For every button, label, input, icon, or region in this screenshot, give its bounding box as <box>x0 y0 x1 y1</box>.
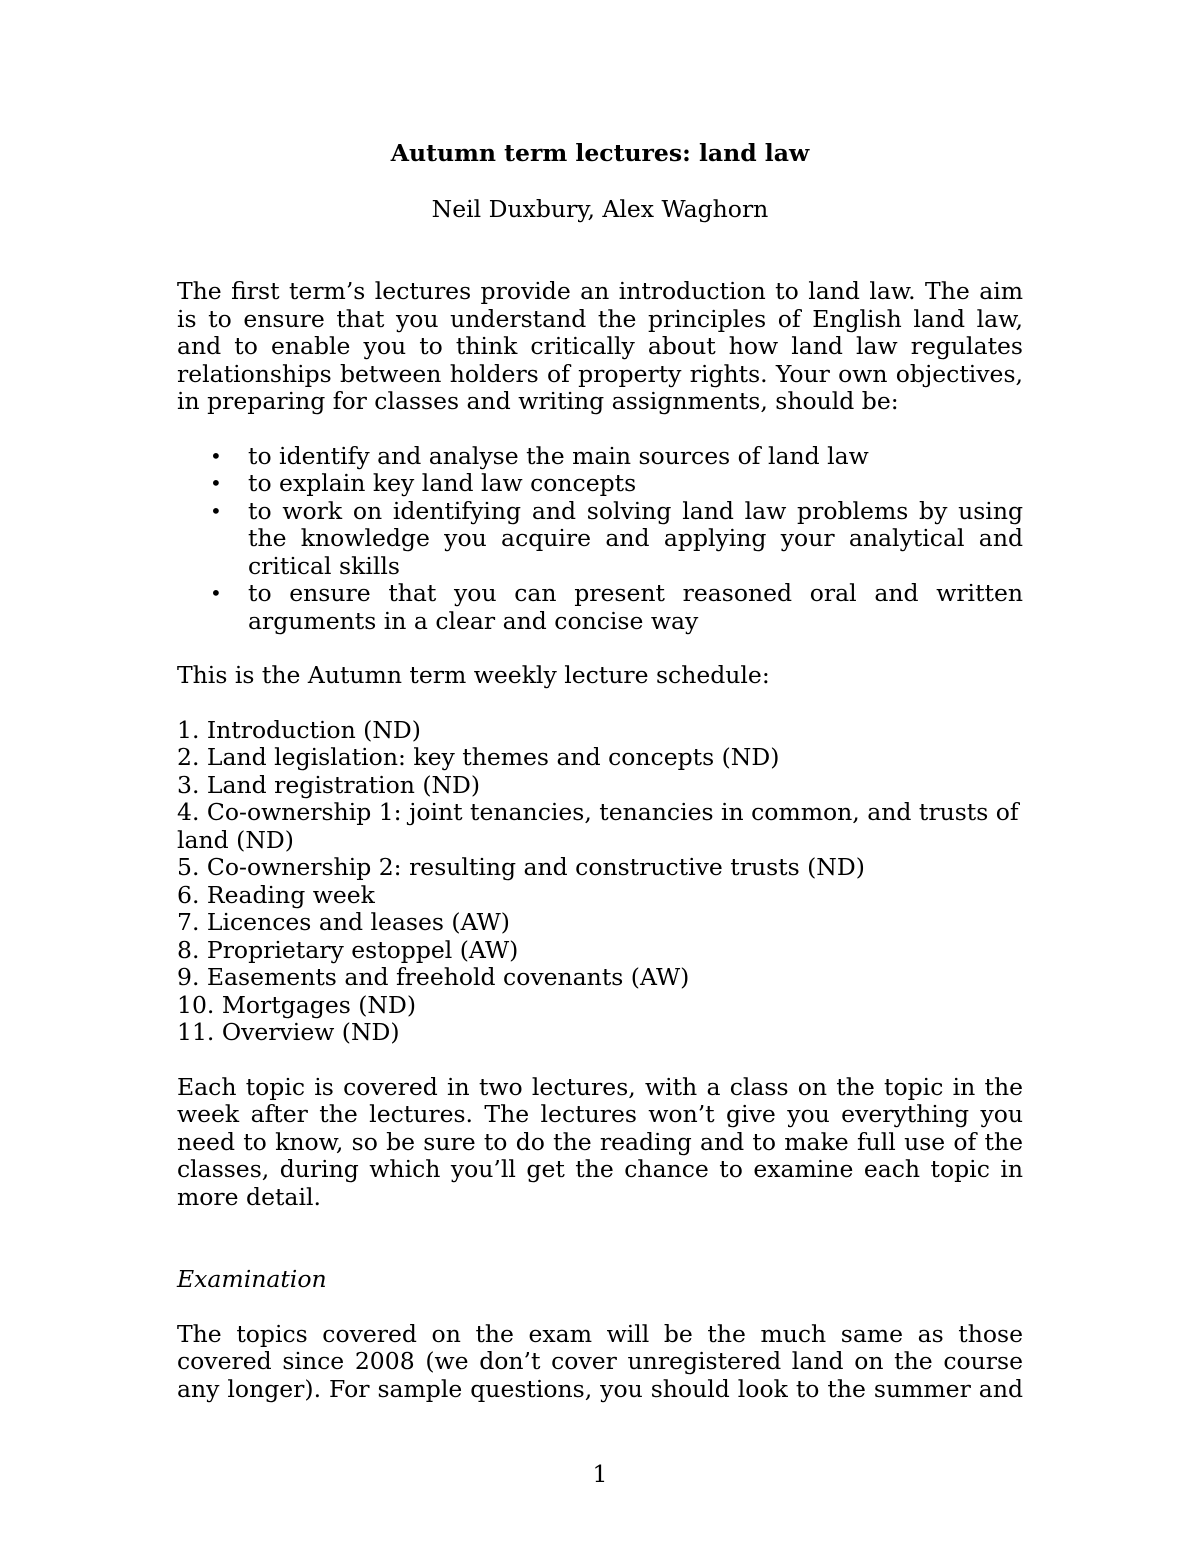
objective-text: to ensure that you can present reasoned oral and written arguments in a clear and concise way <box>248 579 1023 635</box>
page-number: 1 <box>592 1460 608 1488</box>
objective-text: to explain key land law concepts <box>248 469 637 497</box>
schedule-item: 11. Overview (ND) <box>177 1018 400 1046</box>
topics-paragraph: Each topic is covered in two lectures, with a class on the topic in the week after the lectures. The lectures won’t give you everything you need to know, so be sure to do the reading and to make full use of the classes, during which you’ll get the chance to examine each topic in more detail. <box>177 1072 1023 1211</box>
schedule-item: 5. Co-ownership 2: resulting and constructive trusts (ND) <box>177 853 865 881</box>
list-item <box>177 443 1023 471</box>
schedule-intro: This is the Autumn term weekly lecture schedule: <box>177 661 770 689</box>
examination-paragraph: The topics covered on the exam will be the much same as those covered since 2008 (we don’t cover unregistered land on the course any longer). For sample questions, you should look to the summer and <box>177 1319 1023 1403</box>
examination-heading: Examination <box>177 1265 327 1293</box>
bullet-icon: • <box>210 498 222 523</box>
authors-line: Neil Duxbury, Alex Waghorn <box>431 194 769 223</box>
list-item <box>177 498 1023 581</box>
schedule-item: 8. Proprietary estoppel (AW) <box>177 935 519 964</box>
bullet-icon: • <box>210 581 222 605</box>
objectives-list <box>177 443 1023 636</box>
schedule-item: 4. Co-ownership 1: joint tenancies, tenancies in common, and trusts of land (ND) <box>177 798 1019 854</box>
intro-paragraph: The first term’s lectures provide an introduction to land law. The aim is to ensure that you understand the principles of English land law, and to enable you to think critically about how land law regulates relationships between holders of property rights. Your own objectives, in preparing for classes and writing assignments, should be: <box>177 277 1023 415</box>
lecture-schedule <box>177 717 1023 1047</box>
schedule-item: 9. Easements and freehold covenants (AW) <box>177 963 690 991</box>
schedule-item: 1. Introduction (ND) <box>177 715 421 744</box>
schedule-item: 2. Land legislation: key themes and concepts (ND) <box>177 743 780 771</box>
schedule-item: 6. Reading week <box>177 880 375 909</box>
list-item <box>177 580 1023 635</box>
bullet-icon: • <box>210 443 222 468</box>
schedule-item: 3. Land registration (ND) <box>177 770 481 799</box>
document-title: Autumn term lectures: land law <box>390 139 810 167</box>
objective-text: to identify and analyse the main sources of land law <box>248 441 869 470</box>
schedule-item: 7. Licences and leases (AW) <box>177 908 510 936</box>
bullet-icon: • <box>210 471 222 495</box>
objective-text: to work on identifying and solving land law problems by using the knowledge you acquire and applying your analytical and critical skills <box>248 496 1023 580</box>
schedule-item: 10. Mortgages (ND) <box>177 990 417 1019</box>
list-item <box>177 470 1023 498</box>
page-body <box>177 140 1023 1403</box>
